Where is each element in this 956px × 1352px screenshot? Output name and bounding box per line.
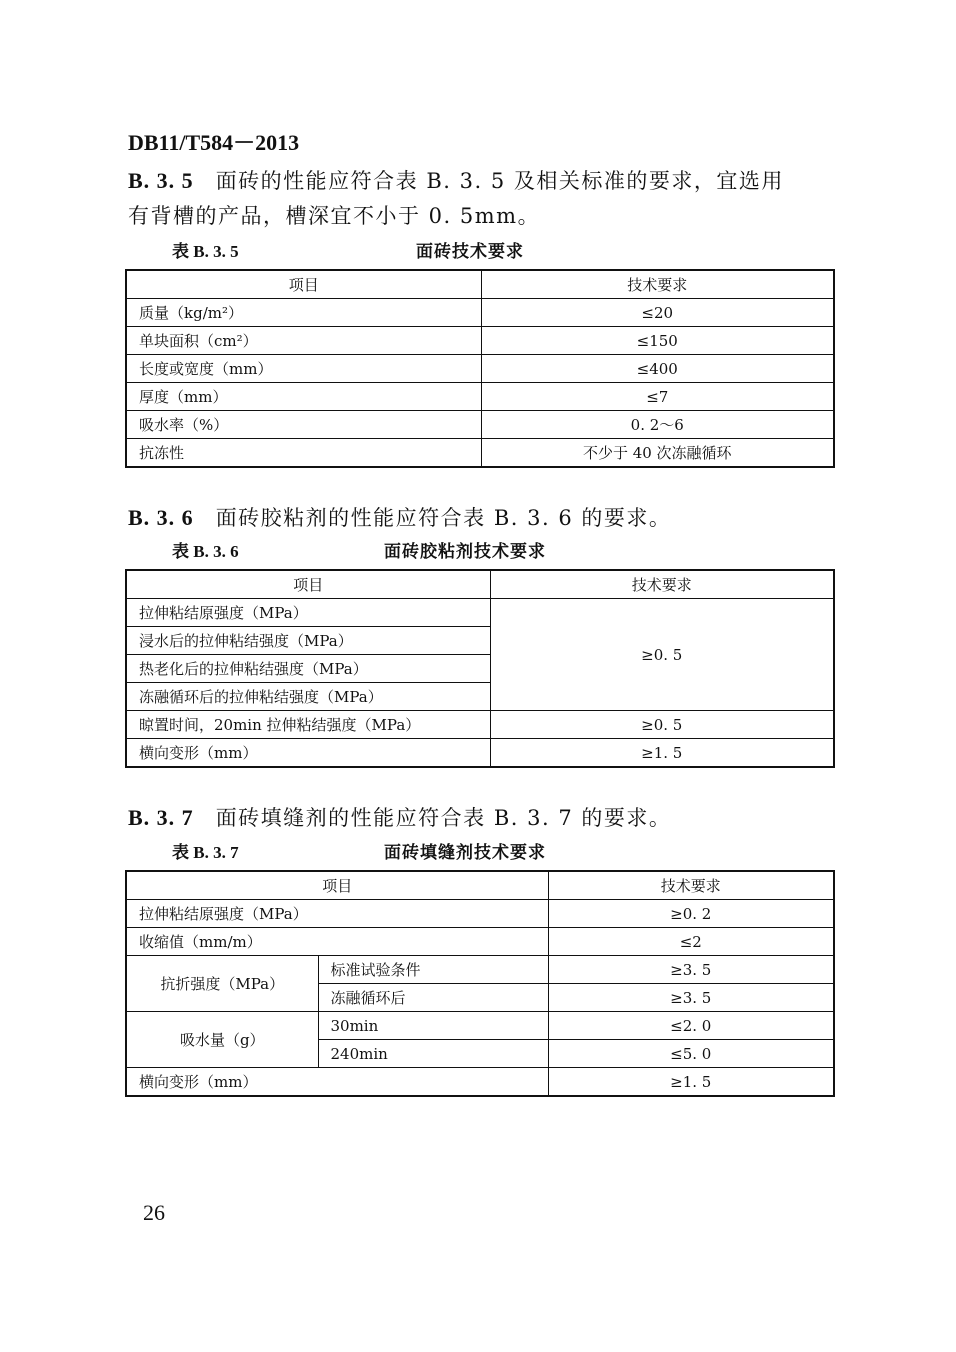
value-cell: ≥1. 5 [548, 1068, 834, 1097]
item-cell: 收缩值（mm/m） [126, 928, 548, 956]
table-b36 [125, 569, 835, 768]
value-cell: ≤2 [548, 928, 834, 956]
table-b37-label: 表 B. 3. 7 [172, 843, 239, 862]
condition-cell: 240min [318, 1040, 548, 1068]
table-b36-title: 面砖胶粘剂技术要求 [384, 542, 546, 562]
item-cell: 拉伸粘结原强度（MPa） [126, 900, 548, 928]
table-row [126, 599, 834, 627]
table-row [126, 928, 834, 956]
value-cell: ≥3. 5 [548, 984, 834, 1012]
table-header-row [126, 570, 834, 599]
item-cell: 吸水率（%） [126, 411, 481, 439]
condition-cell: 冻融循环后 [318, 984, 548, 1012]
item-cell: 晾置时间，20min 拉伸粘结强度（MPa） [126, 711, 490, 739]
standard-code: DB11/T584－2013 [128, 130, 300, 155]
value-cell: 不少于 40 次冻融循环 [481, 439, 834, 468]
table-row [126, 327, 834, 355]
table-header-row [126, 871, 834, 900]
table-b37-title: 面砖填缝剂技术要求 [384, 843, 546, 863]
value-cell: ≤7 [481, 383, 834, 411]
item-cell: 热老化后的拉伸粘结强度（MPa） [126, 655, 490, 683]
item-cell: 单块面积（cm²） [126, 327, 481, 355]
item-cell: 冻融循环后的拉伸粘结强度（MPa） [126, 683, 490, 711]
clause-b37-label: B. 3. 7 [128, 805, 194, 830]
table-b35 [125, 269, 835, 468]
item-cell-merged: 抗折强度（MPa） [126, 956, 318, 1012]
value-cell: ≥1. 5 [490, 739, 834, 768]
table-header-row [126, 270, 834, 299]
value-cell: ≤20 [481, 299, 834, 327]
value-cell: ≥0. 5 [490, 711, 834, 739]
value-cell-merged: ≥0. 5 [490, 599, 834, 711]
item-cell: 质量（kg/m²） [126, 299, 481, 327]
table-row [126, 900, 834, 928]
clause-b37-line1 [128, 802, 671, 832]
table-row [126, 1068, 834, 1097]
clause-b35-text1: 面砖的性能应符合表 B. 3. 5 及相关标准的要求，宜选用 [215, 169, 784, 193]
clause-b37-text1: 面砖填缝剂的性能应符合表 B. 3. 7 的要求。 [215, 806, 672, 830]
condition-cell: 标准试验条件 [318, 956, 548, 984]
value-cell: ≤400 [481, 355, 834, 383]
item-cell: 横向变形（mm） [126, 1068, 548, 1097]
column-header-requirement: 技术要求 [548, 871, 834, 900]
clause-b35-line2: 有背槽的产品，槽深宜不小于 0. 5mm。 [128, 204, 541, 228]
table-row [126, 383, 834, 411]
item-cell: 拉伸粘结原强度（MPa） [126, 599, 490, 627]
value-cell: ≥3. 5 [548, 956, 834, 984]
column-header-requirement: 技术要求 [481, 270, 834, 299]
table-row [126, 956, 834, 984]
table-row [126, 439, 834, 468]
value-cell: ≤150 [481, 327, 834, 355]
clause-b36-line1 [128, 502, 671, 532]
clause-b36-text1: 面砖胶粘剂的性能应符合表 B. 3. 6 的要求。 [215, 506, 672, 530]
value-cell: 0. 2～6 [481, 411, 834, 439]
column-header-requirement: 技术要求 [490, 570, 834, 599]
table-row [126, 711, 834, 739]
value-cell: ≥0. 2 [548, 900, 834, 928]
item-cell: 横向变形（mm） [126, 739, 490, 768]
clause-b35-label: B. 3. 5 [128, 168, 194, 193]
table-b36-label: 表 B. 3. 6 [172, 542, 239, 561]
item-cell-merged: 吸水量（g） [126, 1012, 318, 1068]
item-cell: 抗冻性 [126, 439, 481, 468]
clause-b36-label: B. 3. 6 [128, 505, 194, 530]
item-cell: 浸水后的拉伸粘结强度（MPa） [126, 627, 490, 655]
column-header-item: 项目 [126, 270, 481, 299]
value-cell: ≤5. 0 [548, 1040, 834, 1068]
table-b35-title: 面砖技术要求 [416, 242, 524, 262]
column-header-item: 项目 [126, 570, 490, 599]
table-b35-label: 表 B. 3. 5 [172, 242, 239, 261]
table-row [126, 1012, 834, 1040]
table-row [126, 299, 834, 327]
table-row [126, 739, 834, 768]
condition-cell: 30min [318, 1012, 548, 1040]
table-row [126, 411, 834, 439]
value-cell: ≤2. 0 [548, 1012, 834, 1040]
item-cell: 长度或宽度（mm） [126, 355, 481, 383]
table-row [126, 355, 834, 383]
column-header-item: 项目 [126, 871, 548, 900]
clause-b35-line1 [128, 165, 784, 195]
item-cell: 厚度（mm） [126, 383, 481, 411]
page-number: 26 [143, 1200, 165, 1225]
table-b37 [125, 870, 835, 1097]
